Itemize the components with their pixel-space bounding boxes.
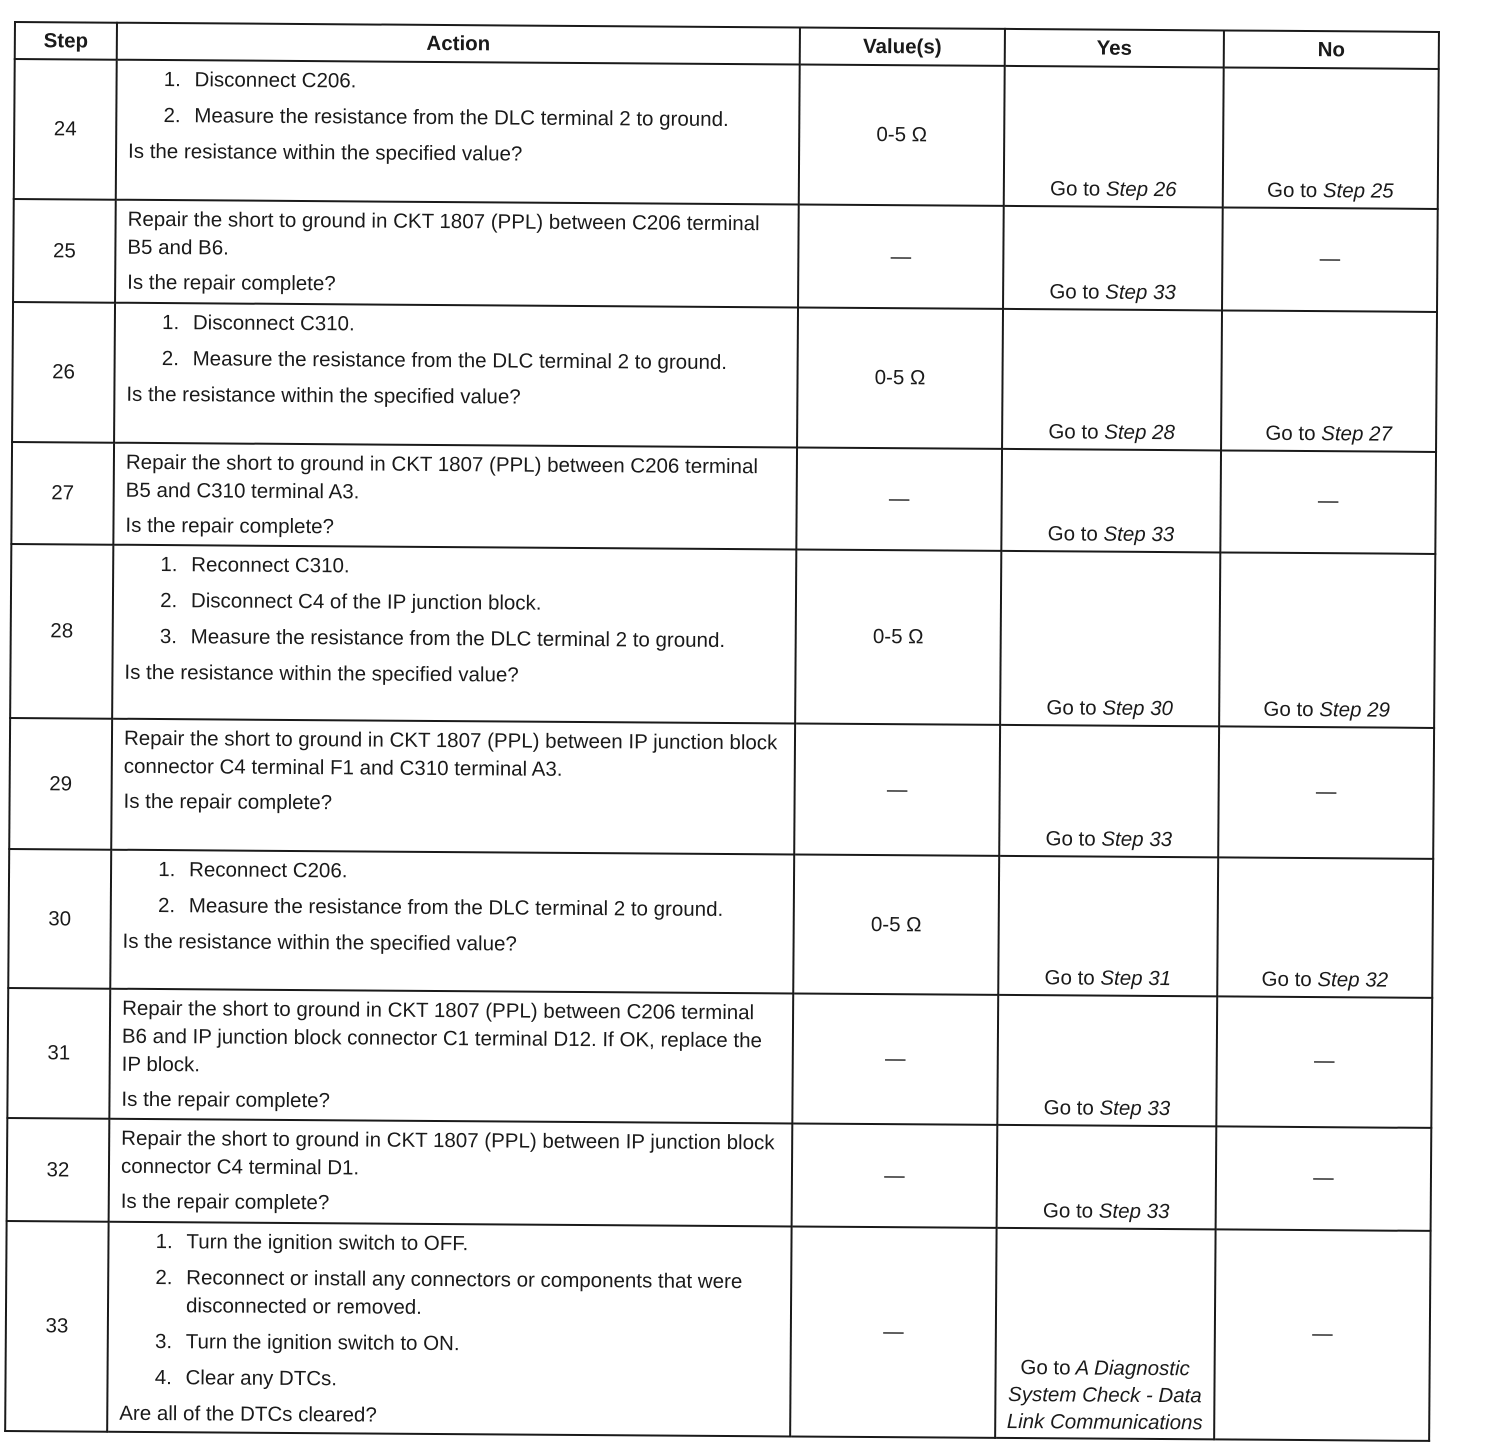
list-item: 4. Clear any DTCs.	[177, 1364, 779, 1396]
table-row	[5, 1221, 1430, 1441]
action-list	[127, 309, 787, 378]
yes-cell	[1003, 206, 1223, 311]
no-cell	[1219, 552, 1435, 727]
list-item: 1. Disconnect C310.	[185, 309, 787, 341]
action-list	[125, 551, 786, 656]
action-text: Repair the short to ground in CKT 1807 (PPL) between C206 terminal B5 and C310 terminal A3.	[125, 450, 759, 504]
table-row	[8, 849, 1433, 998]
value-cell: —	[796, 447, 1002, 550]
question: Is the repair complete?	[120, 1189, 330, 1215]
step-number: 30	[8, 849, 111, 989]
yes-prefix: Go to	[1045, 827, 1096, 851]
step-number: 25	[13, 199, 116, 303]
header-step: Step	[15, 22, 117, 60]
yes-cell	[1000, 551, 1220, 727]
no-cell: —	[1216, 996, 1432, 1127]
yes-step-ref: Step 26	[1105, 177, 1177, 202]
yes-cell	[1004, 66, 1224, 208]
yes-step-ref: Step 33	[1105, 280, 1176, 305]
list-item: 1. Reconnect C206.	[181, 856, 783, 888]
header-action: Action	[117, 23, 800, 65]
table-row	[7, 1118, 1432, 1231]
no-cell: —	[1216, 1126, 1432, 1230]
table-row	[9, 718, 1434, 859]
yes-step-ref: Step 33	[1098, 1199, 1170, 1224]
step-number: 33	[5, 1221, 108, 1432]
no-step-ref: Step 27	[1321, 422, 1392, 446]
list-item: 2. Reconnect or install any connectors or components that were disconnected or removed.	[178, 1264, 780, 1324]
question: Is the resistance within the specified value?	[124, 660, 519, 687]
yes-step-ref: Step 31	[1100, 966, 1172, 991]
action-cell	[107, 1222, 791, 1437]
action-cell	[116, 60, 800, 205]
question: Is the repair complete?	[127, 270, 336, 296]
yes-prefix: Go to	[1050, 177, 1101, 201]
value-cell: 0-5 Ω	[795, 549, 1001, 724]
yes-prefix: Go to	[1047, 522, 1098, 546]
yes-step-ref: Step 33	[1103, 522, 1175, 547]
no-cell: —	[1222, 207, 1438, 311]
no-prefix: Go to	[1263, 697, 1314, 722]
action-cell	[114, 303, 798, 448]
value-cell: —	[790, 1226, 996, 1437]
yes-prefix: Go to	[1042, 1199, 1094, 1223]
table-row	[11, 442, 1436, 554]
step-number: 29	[9, 718, 112, 850]
value-cell: 0-5 Ω	[797, 307, 1003, 448]
no-step-ref: Step 25	[1322, 179, 1394, 203]
question: Is the resistance within the specified value?	[128, 139, 523, 166]
no-step-ref: Step 32	[1317, 968, 1389, 992]
action-cell	[110, 850, 794, 994]
step-number: 28	[10, 544, 113, 719]
yes-cell	[997, 1125, 1217, 1230]
no-prefix: Go to	[1265, 421, 1316, 446]
action-text: Repair the short to ground in CKT 1807 (PPL) between C206 terminal B5 and B6.	[127, 207, 760, 260]
value-cell: 0-5 Ω	[799, 64, 1005, 205]
yes-prefix: Go to	[1049, 280, 1100, 304]
document-page	[14, 21, 1440, 1435]
action-cell	[115, 200, 799, 308]
question: Is the repair complete?	[123, 789, 333, 815]
list-item: 3. Measure the resistance from the DLC terminal 2 to ground.	[183, 623, 785, 655]
question: Is the repair complete?	[121, 1087, 331, 1113]
step-number: 24	[14, 59, 117, 200]
no-cell	[1221, 310, 1437, 451]
action-cell	[113, 443, 797, 550]
action-text: Repair the short to ground in CKT 1807 (PPL) between IP junction block connector C4 terminal D1.	[120, 1126, 775, 1180]
yes-step-ref: Step 33	[1101, 827, 1173, 852]
value-cell: 0-5 Ω	[793, 854, 999, 994]
no-cell	[1223, 67, 1439, 208]
yes-prefix: Go to	[1044, 966, 1095, 990]
yes-cell	[1002, 309, 1222, 451]
action-list	[119, 1228, 780, 1397]
yes-step-ref: Step 33	[1099, 1096, 1171, 1121]
action-text: Repair the short to ground in CKT 1807 (PPL) between C206 terminal B6 and IP junction block connector C1 terminal D12. If OK, replace the IP block.	[121, 996, 763, 1077]
yes-cell	[998, 856, 1218, 997]
yes-cell	[997, 995, 1217, 1127]
list-item: 1. Disconnect C206.	[186, 66, 788, 98]
action-cell	[109, 1119, 793, 1227]
step-number: 31	[7, 988, 110, 1119]
action-cell	[112, 545, 796, 724]
no-cell: —	[1214, 1229, 1430, 1440]
yes-prefix: Go to	[1046, 696, 1097, 720]
value-cell: —	[792, 1123, 998, 1227]
step-number: 27	[11, 442, 114, 545]
no-cell: —	[1218, 726, 1434, 858]
header-values: Value(s)	[800, 27, 1005, 65]
list-item: 2. Measure the resistance from the DLC terminal 2 to ground.	[181, 892, 783, 924]
step-number: 32	[7, 1118, 110, 1222]
yes-cell	[995, 1228, 1215, 1440]
no-cell	[1217, 857, 1433, 997]
list-item: 2. Disconnect C4 of the IP junction block.	[183, 587, 785, 619]
list-item: 1. Turn the ignition switch to OFF.	[178, 1228, 780, 1260]
yes-cell	[1001, 449, 1221, 553]
yes-prefix: Go to	[1020, 1356, 1071, 1380]
action-list	[123, 856, 783, 925]
list-item: 3. Turn the ignition switch to ON.	[178, 1328, 780, 1360]
action-text: Repair the short to ground in CKT 1807 (PPL) between IP junction block connector C4 terminal F1 and C310 terminal A3.	[123, 726, 778, 781]
table-row	[13, 199, 1438, 312]
yes-step-ref: Step 28	[1104, 420, 1175, 445]
action-cell	[111, 719, 795, 855]
no-prefix: Go to	[1267, 178, 1318, 203]
list-item: 2. Measure the resistance from the DLC terminal 2 to ground.	[185, 345, 787, 377]
table-row	[12, 302, 1437, 452]
question: Are all of the DTCs cleared?	[119, 1401, 377, 1427]
table-row	[14, 59, 1439, 209]
value-cell: —	[792, 993, 998, 1124]
diagnostic-table	[4, 21, 1440, 1442]
question: Is the resistance within the specified value?	[126, 382, 521, 409]
yes-step-ref: A Diagnostic System Check - Data Link Communications	[1006, 1356, 1203, 1435]
yes-step-ref: Step 30	[1102, 696, 1174, 721]
value-cell: —	[798, 204, 1004, 308]
table-row	[10, 544, 1435, 728]
question: Is the repair complete?	[125, 513, 335, 539]
action-list	[128, 66, 788, 135]
no-prefix: Go to	[1261, 967, 1312, 992]
list-item: 1. Reconnect C310.	[183, 551, 785, 583]
list-item: 2. Measure the resistance from the DLC terminal 2 to ground.	[186, 102, 788, 134]
no-step-ref: Step 29	[1319, 698, 1391, 722]
no-cell: —	[1220, 450, 1436, 553]
step-number: 26	[12, 302, 115, 443]
header-no: No	[1224, 30, 1439, 69]
table-row	[7, 988, 1432, 1128]
question: Is the resistance within the specified value?	[122, 929, 517, 956]
yes-cell	[999, 725, 1219, 858]
yes-prefix: Go to	[1043, 1096, 1094, 1120]
header-yes: Yes	[1005, 29, 1224, 68]
action-cell	[109, 989, 793, 1124]
value-cell: —	[794, 723, 1000, 855]
yes-prefix: Go to	[1048, 420, 1099, 444]
